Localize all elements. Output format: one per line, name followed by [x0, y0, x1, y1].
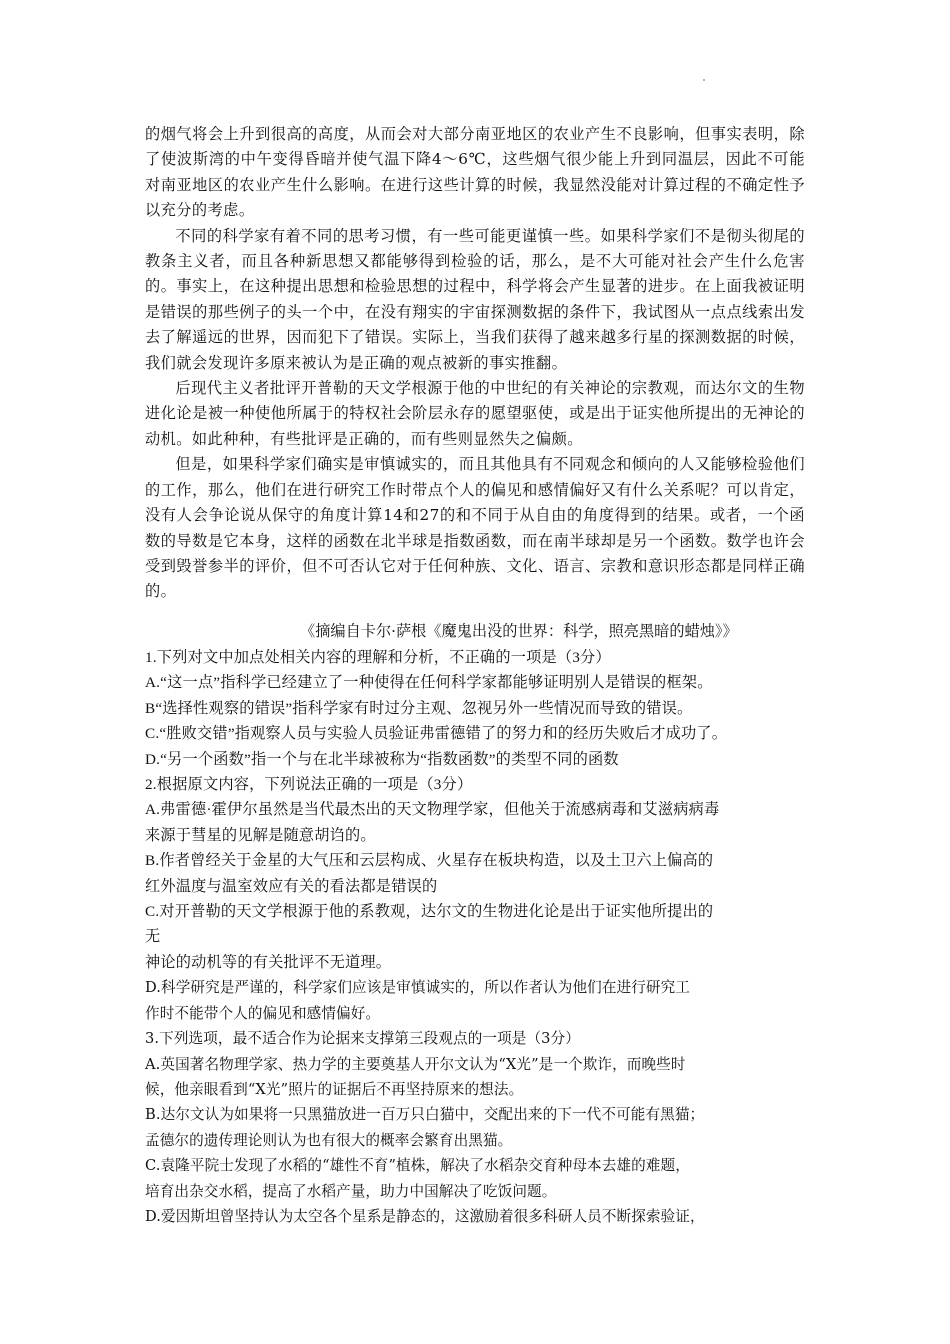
question-3-option-b-line1: B.达尔文认为如果将一只黑猫放进一百万只白猫中，交配出来的下一代不可能有黑猫；	[145, 1106, 705, 1124]
passage-source: 《摘编自卡尔·萨根《魔鬼出没的世界：科学，照亮黑暗的蜡烛》》	[300, 622, 738, 640]
question-3-option-a-line2: 候，他亲眼看到“X光”照片的证据后不再坚持原来的想法。	[145, 1080, 524, 1098]
question-3-option-d-line1: D.爱因斯坦曾坚持认为太空各个星系是静态的，这激励着很多科研人员不断探索验证，	[145, 1207, 705, 1225]
question-3-option-a-line1: A.英国著名物理学家、热力学的主要奠基人开尔文认为“X光”是一个欺诈，而晚些时	[145, 1055, 686, 1073]
scan-dot	[703, 79, 705, 81]
question-2-option-d-line1: D.科学研究是严谨的，科学家们应该是审慎诚实的，所以作者认为他们在进行研究工	[145, 979, 690, 997]
question-2-option-a-line1: A.弗雷德·霍伊尔虽然是当代最杰出的天文物理学家，但他关于流感病毒和艾滋病病毒	[145, 801, 720, 819]
passage-paragraph-3: 后现代主义者批评开普勒的天文学根源于他的中世纪的有关神论的宗教观，而达尔文的生物进化论是被一种使他所属于的特权社会阶层永存的愿望驱使，或是出于证实他所提出的无神论的动机。如此种种，有些批评是正确的，而有些则显然失之偏颇。	[145, 379, 805, 448]
question-1-option-d: D.“另一个函数”指一个与在北半球被称为“指数函数”的类型不同的函数	[145, 750, 619, 768]
reading-passage	[145, 122, 805, 605]
question-2-stem: 2.根据原文内容，下列说法正确的一项是（3分）	[145, 776, 473, 794]
question-3-option-b-line2: 孟德尔的遗传理论则认为也有很大的概率会繁育出黑猫。	[145, 1131, 513, 1149]
question-3-option-c-line1: C.袁隆平院士发现了水稻的“雄性不育”植株，解决了水稻杂交育种母本去雄的难题，	[145, 1157, 690, 1175]
question-1-option-b: B“选择性观察的错误”指科学家有时过分主观、忽视另外一些情况而导致的错误。	[145, 699, 693, 717]
question-2-option-b-line2: 红外温度与温室效应有关的看法都是错误的	[145, 877, 438, 895]
question-2-option-c-line2: 无	[145, 928, 161, 946]
question-2-option-a-line2: 来源于彗星的见解是随意胡诌的。	[145, 826, 376, 844]
question-1-stem: 1.下列对文中加点处相关内容的理解和分析，不正确的一项是（3分）	[145, 649, 611, 666]
question-2-option-c-line3: 神论的动机等的有关批评不无道理。	[145, 953, 392, 971]
passage-paragraph-2: 不同的科学家有着不同的思考习惯，有一些可能更谨慎一些。如果科学家们不是彻头彻尾的教条主义者，而且各种新思想又都能够得到检验的话，那么，是不大可能对社会产生什么危害的。事实上，在这种提出思想和检验思想的过程中，科学将会产生显著的进步。在上面我被证明是错误的那些例子的头一个中，在没有翔实的宇宙探测数据的条件下，我试图从一点点线索出发去了解遥远的世界，因而犯下了错误。实际上，当我们获得了越来越多行星的探测数据的时候，我们就会发现许多原来被认为是正确的观点被新的事实推翻。	[145, 226, 805, 372]
question-2-option-b-line1: B.作者曾经关于金星的大气压和云层构成、火星存在板块构造，以及土卫六上偏高的	[145, 852, 714, 870]
question-2-option-c-line1: C.对开普勒的天文学根源于他的系教观，达尔文的生物进化论是出于证实他所提出的	[145, 903, 714, 921]
passage-paragraph-1: 的烟气将会上升到很高的高度，从而会对大部分南亚地区的农业产生不良影响，但事实表明，除了使波斯湾的中午变得昏暗并使气温下降4～6℃，这些烟气很少能上升到同温层，因此不可能对南亚地区的农业产生什么影响。在进行这些计算的时候，我显然没能对计算过程的不确定性予以充分的考虑。	[145, 125, 805, 220]
question-1-option-a: A.“这一点”指科学已经建立了一种使得在任何科学家都能够证明别人是错误的框架。	[145, 674, 713, 692]
question-block	[145, 645, 805, 1229]
passage-paragraph-4: 但是，如果科学家们确实是审慎诚实的，而且其他具有不同观念和倾向的人又能够检验他们的工作，那么，他们在进行研究工作时带点个人的偏见和感情偏好又有什么关系呢？可以肯定，没有人会争论说从保守的角度计算14和27的和不同于从自由的角度得到的结果。或者，一个函数的导数是它本身，这样的函数在北半球是指数函数，而在南半球却是另一个函数。数学也许会受到毁誉参半的评价，但不可否认它对于任何种族、文化、语言、宗教和意识形态都是同样正确的。	[145, 455, 805, 601]
question-2-option-d-line2: 作时不能带个人的偏见和感情偏好。	[145, 1004, 381, 1022]
question-3-option-c-line2: 培育出杂交水稻，提高了水稻产量，助力中国解决了吃饭问题。	[145, 1182, 557, 1200]
question-3-stem: 3.下列选项，最不适合作为论据来支撑第三段观点的一项是（3分）	[145, 1030, 580, 1048]
question-1-option-c: C.“胜败交错”指观察人员与实验人员验证弗雷德错了的努力和的经历失败后才成功了。	[145, 725, 728, 743]
